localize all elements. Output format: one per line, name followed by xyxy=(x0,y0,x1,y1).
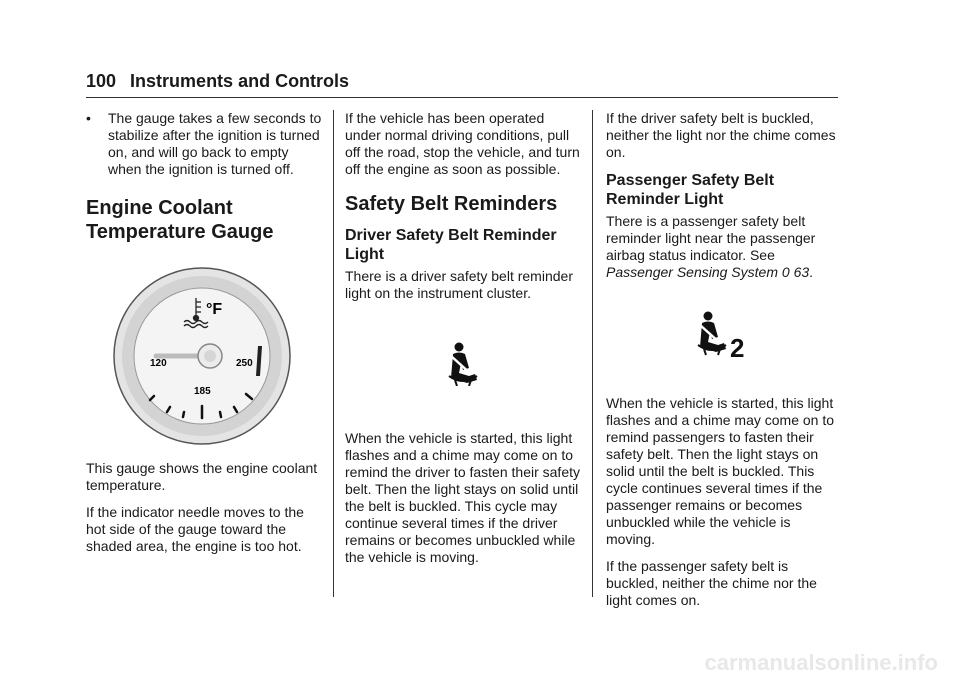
column-1 xyxy=(86,110,322,565)
cross-reference-link[interactable] xyxy=(606,264,809,280)
paragraph-text: There is a passenger safety belt reminder light near the passenger airbag status indicator. See xyxy=(606,213,816,263)
subheading-line-2: Reminder Light xyxy=(606,191,724,208)
paragraph xyxy=(606,213,841,281)
paragraph: When the vehicle is started, this light flashes and a chime may come on to remind the driver to fasten their safety belt. Then the light stays on solid until the belt is buckled. This cycle may continue several times if the driver remains or becomes unbuckled while the vehicle is moving. xyxy=(345,430,580,565)
column-3 xyxy=(606,110,841,619)
seat-belt-icon xyxy=(345,342,580,390)
reference-page[interactable]: 63 xyxy=(793,264,810,280)
coolant-temperature-gauge xyxy=(112,266,292,446)
heading-line-1: Engine Coolant xyxy=(86,197,233,219)
section-title: Instruments and Controls xyxy=(130,71,350,91)
gauge-label-high: 250 xyxy=(236,358,253,369)
page-number: 100 xyxy=(86,71,117,91)
safety-belt-reminders-heading: Safety Belt Reminders xyxy=(345,193,558,215)
watermark-text: carmanualsonline.info xyxy=(704,650,938,675)
watermark xyxy=(0,650,960,676)
page-header xyxy=(86,70,838,92)
heading-line-2: Temperature Gauge xyxy=(86,221,274,243)
paragraph: If the passenger safety belt is buckled, neither the chime nor the light comes on. xyxy=(606,558,817,608)
bullet-text: The gauge takes a few seconds to stabilize after the ignition is turned on, and will go back to empty when the ignition is turned off. xyxy=(108,110,322,177)
bullet-marker: • xyxy=(86,110,91,126)
passenger-belt-subheading xyxy=(606,171,841,209)
gauge-label-low: 120 xyxy=(150,358,167,369)
passenger-seat-belt-icon xyxy=(606,311,841,365)
paragraph: When the vehicle is started, this light flashes and a chime may come on to remind passengers to fasten their safety belt. Then the light stays on solid until the belt is buckled. This cycle continues several times if the passenger remains or becomes unbuckled while the vehicle is moving. xyxy=(606,395,835,547)
punctuation: . xyxy=(809,264,814,280)
reference-title[interactable]: Passenger Sensing System xyxy=(606,264,778,280)
subheading-line-1: Driver Safety Belt Reminder xyxy=(345,227,557,244)
column-divider-2 xyxy=(592,110,593,597)
subheading-line-1: Passenger Safety Belt xyxy=(606,172,775,189)
gauge-label-mid: 185 xyxy=(194,386,211,397)
column-divider-1 xyxy=(333,110,334,597)
paragraph: If the driver safety belt is buckled, neither the light nor the chime comes on. xyxy=(606,110,836,160)
column-2 xyxy=(345,110,580,576)
driver-belt-subheading xyxy=(345,226,580,264)
paragraph: There is a driver safety belt reminder light on the instrument cluster. xyxy=(345,268,573,301)
page-arrow-icon: 0 xyxy=(781,264,790,280)
subheading-line-2: Light xyxy=(345,246,385,263)
bullet-item xyxy=(86,110,322,178)
header-rule xyxy=(86,97,838,98)
passenger-number: 2 xyxy=(729,333,744,361)
engine-coolant-heading xyxy=(86,196,322,244)
paragraph: If the indicator needle moves to the hot side of the gauge toward the shaded area, the engine is too hot. xyxy=(86,504,304,554)
paragraph: This gauge shows the engine coolant temperature. xyxy=(86,460,318,493)
paragraph: If the vehicle has been operated under normal driving conditions, pull off the road, stop the vehicle, and turn off the engine as soon as possible. xyxy=(345,110,580,177)
gauge-unit: °F xyxy=(206,301,223,318)
